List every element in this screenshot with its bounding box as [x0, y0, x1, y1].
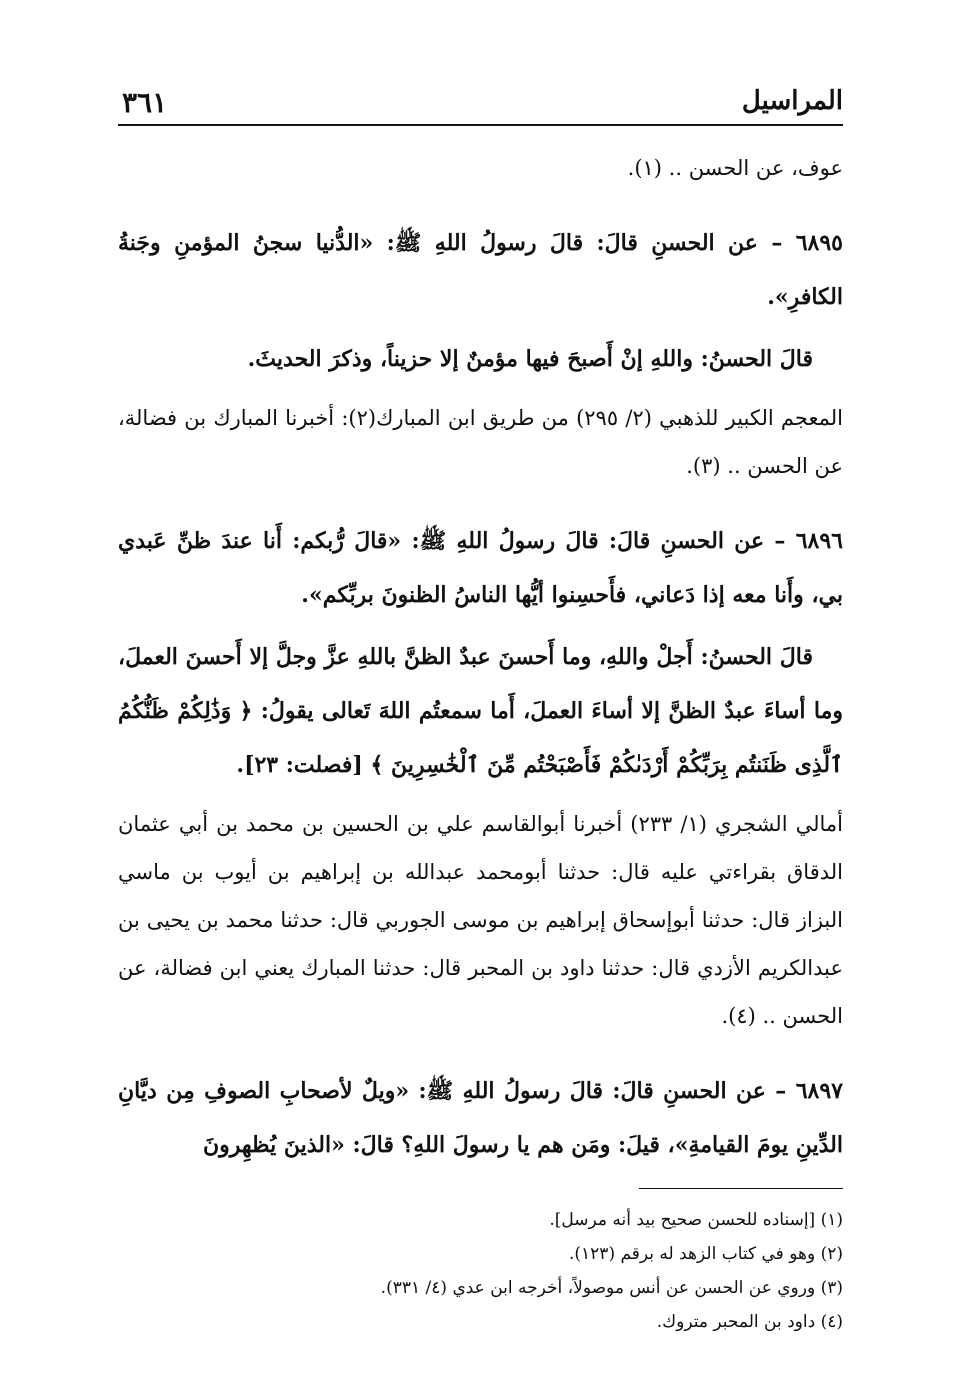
footnote-2: (٢) وهو في كتاب الزهد له برقم (١٢٣).	[568, 1244, 843, 1264]
commentary: قالَ الحسنُ: واللهِ إنْ أَصبحَ فيها مؤمنٌ إلا حزيناً، وذكرَ الحديثَ.	[247, 346, 813, 372]
main-text	[118, 144, 843, 1172]
source-citation: المعجم الكبير للذهبي (٢/ ٢٩٥) من طريق ابن المبارك(٢): أخبرنا المبارك بن فضالة، عن الحسن .. (٣).	[118, 406, 843, 478]
commentary: قالَ الحسنُ: أَجلْ واللهِ، وما أَحسنَ عبدٌ الظنَّ باللهِ عزَّ وجلَّ إلا أَحسنَ العملَ، وما أساءَ عبدٌ الظنَّ إلا أساءَ العملَ، أَما سمعتُم اللهَ تَعالى يقولُ: ﴿ وَذَٰلِكُمْ ظَنُّكُمُ ٱلَّذِى ظَنَنتُم بِرَبِّكُمْ أَرْدَىٰكُمْ فَأَصْبَحْتُم مِّنَ ٱلْخَٰسِرِينَ ﴾ [فصلت: ٢٣].	[118, 644, 843, 778]
hadith-6897: ٦٨٩٧ – عن الحسنِ قالَ: قالَ رسولُ اللهِ ﷺ: «ويلٌ لأصحابِ الصوفِ مِن ديَّانِ الدِّينِ يومَ القيامةِ»، قيلَ: ومَن هم يا رسولَ اللهِ؟ قالَ: «الذينَ يُظهِرونَ	[118, 1078, 843, 1158]
running-header	[118, 78, 843, 126]
footnote-4: (٤) داود بن المحبر متروك.	[656, 1312, 843, 1332]
hadith-6895: ٦٨٩٥ – عن الحسنِ قالَ: قالَ رسولُ اللهِ ﷺ: «الدُّنيا سجنُ المؤمنِ وجَنةُ الكافرِ».	[118, 230, 843, 310]
source-citation: عوف، عن الحسن .. (١).	[627, 156, 843, 180]
footnote-1: (١) [إسناده للحسن صحيح بيد أنه مرسل].	[549, 1210, 843, 1230]
page-number: ٣٦١	[122, 86, 168, 119]
footnote-3: (٣) وروي عن الحسن عن أنس موصولاً، أخرجه ابن عدي (٤/ ٣٣١).	[380, 1278, 843, 1298]
source-citation: أمالي الشجري (١/ ٢٣٣) أخبرنا أبوالقاسم علي بن الحسين بن محمد بن أبي عثمان الدقاق بقراءتي عليه قال: حدثنا أبومحمد عبدالله بن إبراهيم بن أيوب بن ماسي البزاز قال: حدثنا أبوإسحاق إبراهيم بن موسى الجوربي قال: حدثنا محمد بن يحيى بن عبدالكريم الأزدي قال: حدثنا داود بن المحبر قال: حدثنا المبارك يعني ابن فضالة، عن الحسن .. (٤).	[118, 812, 843, 1028]
chapter-title: المراسيل	[741, 86, 843, 116]
footnotes	[118, 1203, 843, 1339]
page	[118, 78, 843, 1339]
hadith-6896: ٦٨٩٦ – عن الحسنِ قالَ: قالَ رسولُ اللهِ ﷺ: «قالَ رُّبكم: أَنا عندَ ظنِّ عَبدي بي، وأَنا معه إذا دَعاني، فأَحسِنوا أيُّها الناسُ الظنونَ بربِّكم».	[118, 528, 843, 608]
footnote-divider	[639, 1188, 843, 1189]
